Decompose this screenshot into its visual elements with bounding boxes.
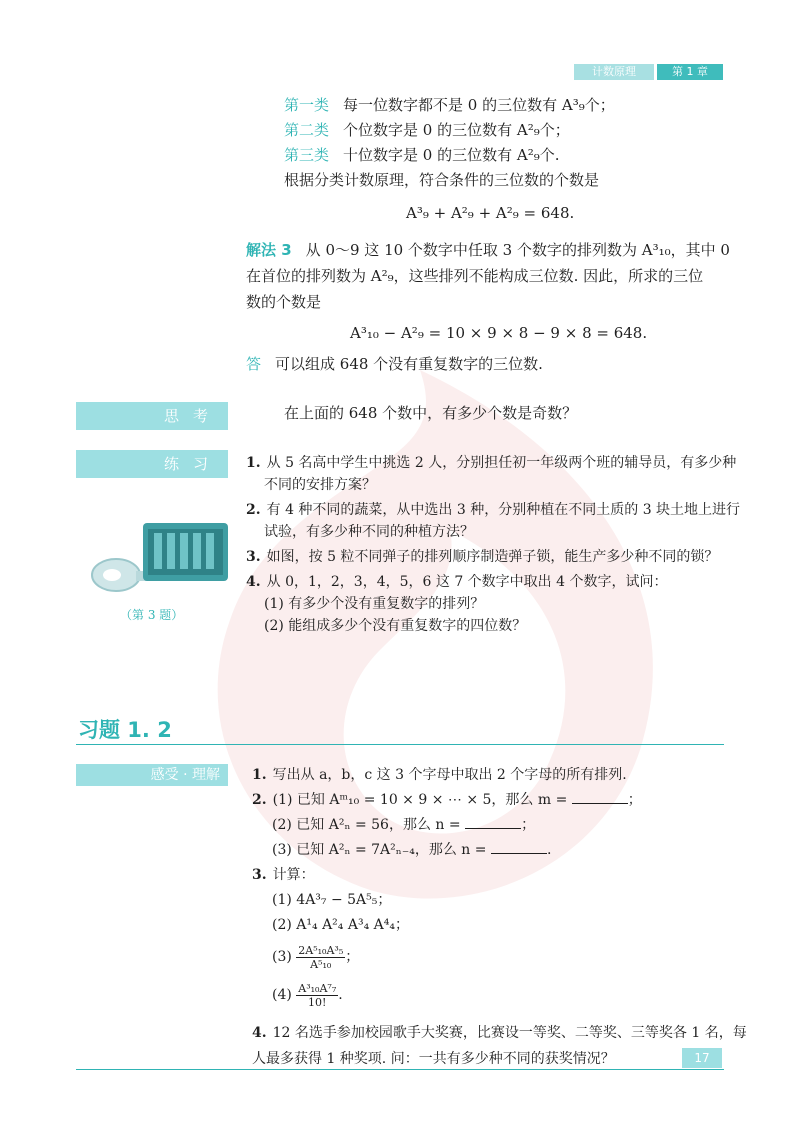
item-number: 4.: [246, 574, 261, 590]
exercise-list: [252, 764, 747, 1070]
item-text: (4): [272, 987, 292, 1003]
page-number: 17: [694, 1051, 710, 1065]
item-text: .: [338, 987, 343, 1003]
solution-3-formula: [350, 324, 647, 342]
answer-blank[interactable]: [465, 816, 521, 829]
formula-text: A³₉ + A²₉ + A²₉ = 648.: [406, 204, 575, 222]
answer-blank[interactable]: [572, 791, 628, 804]
conclusion-text: 根据分类计数原理，符合条件的三位数的个数是: [284, 171, 600, 189]
practice-item-1-cont: [246, 474, 740, 496]
exercise-q4-cont: [252, 1048, 747, 1070]
thinking-text: 在上面的 648 个数中，有多少个数是奇数？: [284, 404, 578, 422]
item-text: 12 名选手参加校园歌手大奖赛，比赛设一等奖、二等奖、三等奖各 1 名，每: [272, 1025, 747, 1041]
exercise-q2-p3: [252, 839, 747, 861]
figure-caption: [120, 606, 183, 623]
thinking-section-bar: [76, 402, 228, 430]
exercise-q2-p2: [252, 814, 747, 836]
answer-text: 可以组成 648 个没有重复数字的三位数.: [275, 355, 543, 373]
solution-2-formula: [406, 204, 574, 222]
case-1-line: [284, 95, 615, 115]
exercise-category-bar: [76, 764, 228, 786]
lock-key-illustration: [88, 515, 238, 605]
thinking-question: [284, 403, 577, 423]
item-text: ；: [345, 949, 360, 965]
fraction-denominator: A⁵₁₀: [310, 957, 332, 971]
item-text: 计算：: [272, 867, 315, 883]
case-3-line: [284, 145, 560, 165]
thinking-bar-label: 思考: [163, 407, 222, 425]
practice-section-bar: [76, 450, 228, 478]
item-text: 从 5 名高中学生中挑选 2 人，分别担任初一年级两个班的辅导员，有多少种: [266, 455, 737, 471]
fraction: [296, 982, 338, 1009]
exercise-title-rule: [76, 744, 724, 745]
fraction-denominator: 10!: [308, 995, 327, 1009]
practice-item-3: [246, 546, 740, 568]
item-number: 3.: [252, 867, 267, 883]
item-text: 如图，按 5 粒不同弹子的排列顺序制造弹子锁，能生产多少种不同的锁？: [266, 549, 719, 565]
fraction: [296, 944, 345, 971]
item-text: (2) 已知 A²ₙ = 56，那么 n =: [272, 817, 461, 833]
item-number: 2.: [246, 502, 261, 518]
item-text: (1) 有多少个没有重复数字的排列？: [264, 596, 485, 612]
solution-3-line-3: [246, 292, 321, 312]
item-text: 从 0，1，2，3，4，5，6 这 7 个数字中取出 4 个数字，试问：: [266, 574, 668, 590]
item-text: 人最多获得 1 种奖项. 问：一共有多少种不同的获奖情况？: [252, 1051, 615, 1067]
section-tab-label: 计数原理: [592, 65, 636, 78]
solution-2-conclusion: [284, 170, 599, 190]
solution-3-text-2: 在首位的排列数为 A²₉，这些排列不能构成三位数. 因此，所求的三位: [246, 267, 704, 285]
fraction-numerator: 2A⁵₁₀A³₅: [298, 943, 344, 957]
footer-rule: [76, 1069, 724, 1070]
exercise-bar-label: 感受 · 理解: [150, 767, 220, 783]
practice-item-4-sub-1: [246, 593, 740, 615]
item-text: .: [546, 842, 552, 858]
item-text: (2) A¹₄ A²₄ A³₄ A⁴₄；: [272, 917, 409, 933]
item-text: (3): [272, 949, 292, 965]
header-section-tab: [574, 64, 654, 80]
item-number: 1.: [246, 455, 261, 471]
chapter-tab-label: 第 1 章: [672, 65, 708, 78]
item-number: 1.: [252, 767, 267, 783]
item-number: 3.: [246, 549, 261, 565]
item-text: (2) 能组成多少个没有重复数字的四位数？: [264, 618, 527, 634]
solution-3-text-1: 从 0～9 这 10 个数字中任取 3 个数字的排列数为 A³₁₀，其中 0: [305, 241, 730, 259]
item-text: 有 4 种不同的蔬菜，从中选出 3 种，分别种植在不同土质的 3 块土地上进行: [266, 502, 741, 518]
item-text: ；: [627, 792, 642, 808]
exercise-q3-p2: [252, 914, 747, 936]
practice-item-2-cont: [246, 521, 740, 543]
case-3-text: 十位数字是 0 的三位数有 A²₉个.: [343, 146, 560, 164]
exercise-q3: [252, 864, 747, 886]
item-number: 2.: [252, 792, 267, 808]
item-text: ；: [521, 817, 536, 833]
item-number: 4.: [252, 1025, 267, 1041]
case-1-text: 每一位数字都不是 0 的三位数有 A³₉个；: [343, 96, 615, 114]
practice-list: [246, 452, 740, 637]
solution-3-label: 解法 3: [246, 241, 292, 259]
practice-bar-label: 练习: [163, 455, 222, 473]
solution-3-line-2: [246, 266, 703, 286]
item-text: 不同的安排方案？: [264, 477, 376, 493]
case-2-label: 第二类: [284, 121, 330, 139]
item-text: 试验，有多少种不同的种植方法？: [264, 524, 474, 540]
exercise-q3-p3: [252, 942, 747, 972]
item-text: (3) 已知 A²ₙ = 7A²ₙ₋₄，那么 n =: [272, 842, 487, 858]
header-chapter-tab: [657, 64, 723, 80]
formula-text: A³₁₀ − A²₉ = 10 × 9 × 8 − 9 × 8 = 648.: [350, 324, 648, 342]
exercise-q1: [252, 764, 747, 786]
practice-item-4: [246, 571, 740, 593]
fraction-numerator: A³₁₀A⁷₇: [298, 981, 337, 995]
item-text: 写出从 a，b，c 这 3 个字母中取出 2 个字母的所有排列.: [272, 767, 627, 783]
page-number-badge: [682, 1048, 722, 1068]
case-3-label: 第三类: [284, 146, 330, 164]
case-2-text: 个位数字是 0 的三位数有 A²₉个；: [343, 121, 570, 139]
item-text: (1) 4A³₇ − 5A⁵₅；: [272, 892, 392, 908]
case-2-line: [284, 120, 570, 140]
solution-3-line-1: [246, 240, 730, 260]
exercise-title: [78, 714, 172, 744]
item-text: (1) 已知 Aᵐ₁₀ = 10 × 9 × ⋯ × 5，那么 m =: [272, 792, 568, 808]
exercise-title-text: 习题 1. 2: [78, 718, 172, 742]
practice-item-1: [246, 452, 740, 474]
figure-caption-text: （第 3 题）: [120, 608, 184, 622]
exercise-q2-p1: [252, 789, 747, 811]
exercise-q4: [252, 1022, 747, 1044]
answer-label: 答: [246, 355, 262, 373]
exercise-q3-p1: [252, 889, 747, 911]
practice-item-2: [246, 499, 740, 521]
exercise-q3-p4: [252, 980, 747, 1010]
solution-3-text-3: 数的个数是: [246, 293, 322, 311]
case-1-label: 第一类: [284, 96, 330, 114]
answer-blank[interactable]: [491, 841, 547, 854]
practice-item-4-sub-2: [246, 615, 740, 637]
answer-line: [246, 354, 543, 374]
